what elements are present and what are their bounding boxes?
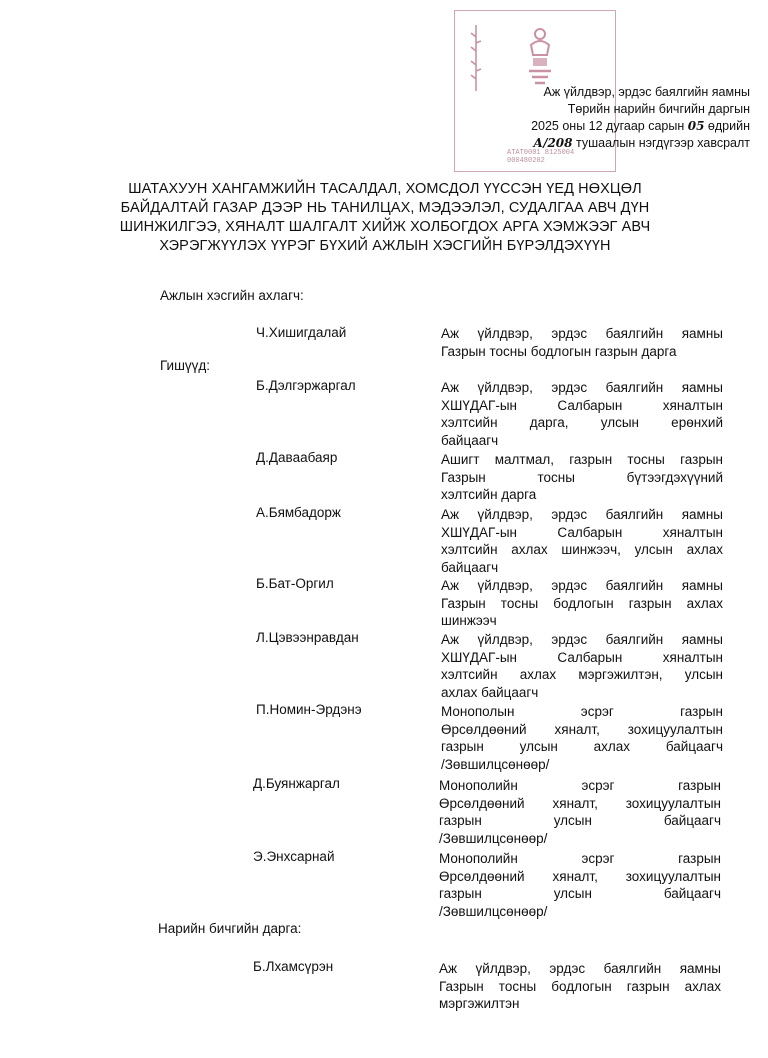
secretary-name: Б.Лхамсүрэн [253, 959, 334, 974]
role-line: Аж үйлдвэр, эрдэс баялгийн яамны [439, 961, 721, 976]
heading-day-suffix: өдрийн [707, 119, 750, 133]
role-line: Өрсөлдөөний хяналт, зохицуулалтын [439, 795, 721, 811]
member-role [441, 379, 723, 449]
member-role [441, 631, 723, 701]
member-name: Л.Цэвээнравдан [256, 630, 359, 645]
role-line: Аж үйлдвэр, эрдэс баялгийн яамны [441, 380, 723, 395]
role-line: Монополийн эсрэг газрын [439, 851, 721, 866]
role-line: /Зөвшилцсөнөөр/ [439, 830, 548, 846]
role-line: ХШҮДАГ-ын Салбарын хяналтын [441, 397, 723, 413]
role-line: /Зөвшилцсөнөөр/ [439, 903, 548, 919]
member-name: Д.Даваабаяр [256, 450, 338, 465]
member-name: Э.Энхсарнай [253, 849, 335, 864]
state-emblem-icon [523, 27, 557, 85]
stamp-line: АТАТ0001 8125004 [507, 149, 575, 157]
secretary-role [439, 960, 721, 1013]
member-role [441, 506, 723, 576]
secretary-label: Нарийн бичгийн дарга: [158, 921, 302, 936]
role-line: байцаагч [441, 559, 499, 575]
appendix-heading [480, 84, 750, 152]
member-name: Д.Буянжаргал [253, 776, 340, 791]
leader-name: Ч.Хишигдалай [256, 325, 347, 340]
role-line: Ашигт малтмал, газрын тосны газрын [441, 452, 723, 467]
role-line: Аж үйлдвэр, эрдэс баялгийн яамны [441, 632, 723, 647]
handwritten-day: 05 [687, 119, 705, 133]
role-line: газрын улсын байцаагч [439, 813, 721, 828]
title-line: БАЙДАЛТАЙ ГАЗАР ДЭЭР НЬ ТАНИЛЦАХ, МЭДЭЭЛЭЛ, СУДАЛГАА АВЧ ДҮН [120, 200, 650, 216]
member-role [439, 777, 721, 847]
role-line: Монополийн эсрэг газрын [439, 778, 721, 793]
role-line: газрын улсын ахлах байцаагч [441, 739, 723, 754]
stamp-line: 000480202 [507, 157, 545, 165]
title-line: ХЭРЭГЖҮҮЛЭХ ҮҮРЭГ БҮХИЙ АЖЛЫН ХЭСГИЙН БҮРЭЛДЭХҮҮН [159, 238, 611, 254]
members-label: Гишүүд: [160, 358, 211, 373]
member-name: Б.Бат-Оргил [256, 576, 334, 591]
member-role [441, 703, 723, 773]
heading-date-text: 2025 оны 12 дугаар сарын [531, 119, 685, 133]
role-line: Газрын тосны бодлогын газрын дарга [441, 343, 677, 359]
role-line: мэргэжилтэн [439, 996, 520, 1011]
member-name: А.Бямбадорж [256, 505, 341, 520]
role-line: Аж үйлдвэр, эрдэс баялгийн яамны [441, 578, 723, 593]
role-line: Аж үйлдвэр, эрдэс баялгийн яамны [441, 326, 723, 341]
role-line: ХШҮДАГ-ын Салбарын хяналтын [441, 649, 723, 665]
heading-appendix-text: тушаалын нэгдүгээр хавсралт [576, 136, 750, 150]
role-line: хэлтсийн дарга [441, 487, 537, 502]
heading-line-3 [480, 118, 750, 135]
role-line: ахлах байцаагч [441, 684, 539, 700]
member-role [439, 850, 721, 920]
member-name: П.Номин-Эрдэнэ [256, 702, 362, 717]
role-line: Монополын эсрэг газрын [441, 704, 723, 719]
role-line: шинжээч [441, 613, 497, 628]
role-line: /Зөвшилцсөнөөр/ [441, 756, 550, 772]
role-line: Газрын тосны бүтээгдэхүүний [441, 469, 723, 485]
role-line: Газрын тосны бодлогын газрын ахлах [439, 978, 721, 994]
role-line: хэлтсийн дарга, улсын ерөнхий [441, 415, 723, 430]
member-role [441, 451, 723, 504]
mongolian-script-mark [467, 23, 485, 93]
role-line: Аж үйлдвэр, эрдэс баялгийн яамны [441, 507, 723, 522]
role-line: байцаагч [441, 432, 499, 448]
handwritten-order-number: А/208 [533, 136, 573, 150]
role-line: хэлтсийн ахлах шинжээч, улсын ахлах [441, 542, 723, 557]
heading-line-1: Аж үйлдвэр, эрдэс баялгийн яамны [543, 85, 750, 99]
document-title [100, 180, 670, 256]
role-line: Газрын тосны бодлогын газрын ахлах [441, 595, 723, 611]
member-role [441, 577, 723, 630]
role-line: Өрсөлдөөний хяналт, зохицуулалтын [441, 721, 723, 737]
title-line: ШИНЖИЛГЭЭ, ХЯНАЛТ ШАЛГАЛТ ХИЙЖ ХОЛБОГДОХ АРГА ХЭМЖЭЭГ АВЧ [119, 219, 651, 235]
heading-line-2: Төрийн нарийн бичгийн даргын [567, 102, 750, 116]
role-line: Өрсөлдөөний хяналт, зохицуулалтын [439, 868, 721, 884]
heading-line-4 [480, 135, 750, 152]
member-name: Б.Дэлгэржаргал [256, 378, 356, 393]
role-line: ХШҮДАГ-ын Салбарын хяналтын [441, 524, 723, 540]
leader-role [441, 325, 723, 360]
role-line: хэлтсийн ахлах мэргэжилтэн, улсын [441, 667, 723, 682]
leader-label: Ажлын хэсгийн ахлагч: [160, 288, 304, 303]
role-line: газрын улсын байцаагч [439, 886, 721, 901]
title-line: ШАТАХУУН ХАНГАМЖИЙН ТАСАЛДАЛ, ХОМСДОЛ ҮҮССЭН ҮЕД НӨХЦӨЛ [128, 181, 642, 197]
